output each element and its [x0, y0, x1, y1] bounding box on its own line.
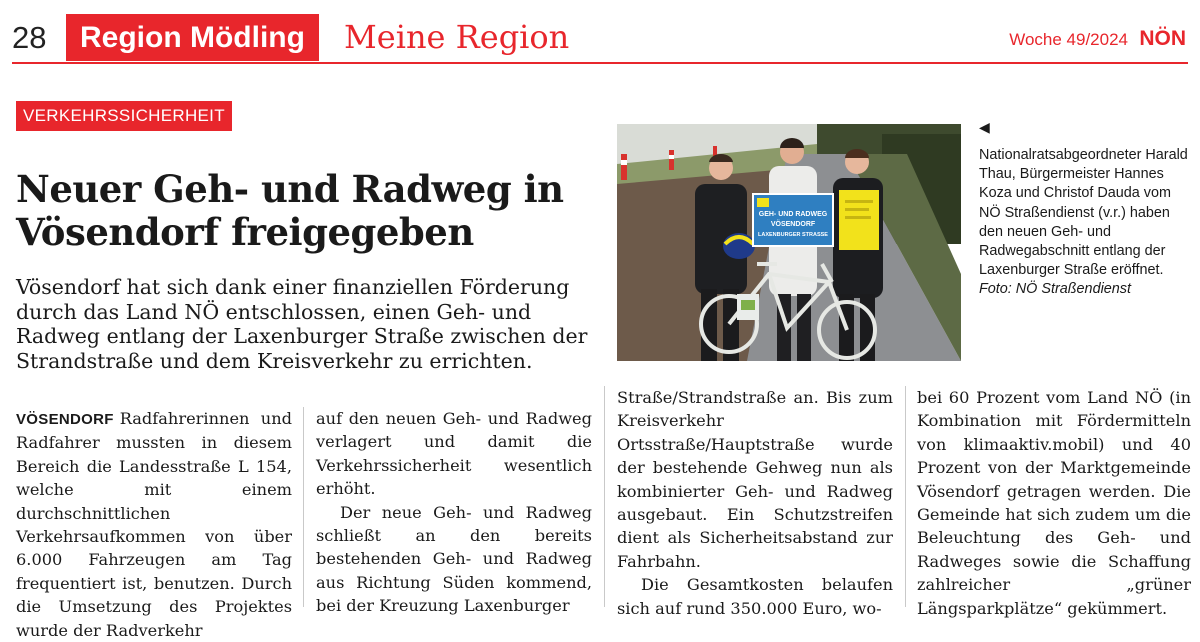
sign-line-1: GEH- UND RADWEG [758, 211, 828, 218]
page-number: 28 [12, 20, 47, 55]
column-3-paragraph-1: Straße/Strandstraße an. Bis zum Kreisverkehr Ortsstraße/Hauptstraße wurde der bestehende Gehweg nun als kombinierter Geh- und Radweg ausgebaut. Ein Schutzstreifen dient als Sicherheitsabstand zur Fahrbahn. [617, 388, 893, 571]
column-4-text: bei 60 Prozent vom Land NÖ (in Kombination mit Fördermitteln von klimaaktiv.mobil) und 40 Prozent von der Marktgemeinde Vösendorf getragen werden. Die Gemeinde hat sich zudem um die Beleuchtung des Geh- und Radweges sowie die Schaffung zahlreicher „grüner Längsparkplätze“ gekümmert. [917, 388, 1191, 618]
section-label: Region Mödling [66, 14, 319, 61]
caption-arrow-icon: ◀ [979, 120, 990, 136]
photo-credit: Foto: NÖ Straßendienst [979, 281, 1131, 298]
article-photo [617, 124, 961, 361]
column-2-paragraph-1: auf den neuen Geh- und Radweg verlagert und damit die Verkehrssicherheit wesentlich erhöht. [316, 409, 592, 499]
caption-text: Nationalratsabgeordneter Harald Thau, Bürgermeister Hannes Koza und Christof Dauda vom NÖ Straßendienst (v.r.) haben den neuen Geh- und Radwegabschnitt entlang der Laxenburger Straße eröffnet. [979, 147, 1188, 279]
article-lede: Vösendorf hat sich dank einer finanziellen Förderung durch das Land NÖ entschlossen, einen Geh- und Radweg entlang der Laxenburger Straße zwischen der Strandstraße und dem Kreisverkehr zu errichten. [16, 275, 588, 373]
article-column-3 [617, 386, 893, 618]
column-1-text: Radfahrerinnen und Radfahrer mussten in diesem Bereich die Landesstraße L 154, welche mit einem durchschnittlichen Verkehrsaufkommen von über 6.000 Fahrzeugen am Tag frequentiert ist, benutzen. Durch die Umsetzung des Projektes wurde der Radverkehr [16, 409, 292, 640]
column-divider [604, 386, 605, 607]
photo-illustration [617, 124, 961, 361]
column-divider [905, 386, 906, 607]
column-3-paragraph-2: Die Gesamtkosten belaufen sich auf rund 350.000 Euro, wo- [617, 575, 893, 618]
article-column-4 [917, 386, 1191, 618]
article-column-1 [16, 407, 292, 640]
subsection-label: Meine Region [344, 18, 570, 56]
sign-line-2: VÖSENDORF [770, 221, 816, 228]
article-column-2 [316, 407, 592, 616]
issue-week: Woche 49/2024 [1009, 30, 1128, 49]
header-divider [12, 62, 1188, 64]
article-kicker: VERKEHRSSICHERHEIT [16, 101, 232, 131]
brand-logo: NÖN [1139, 27, 1186, 50]
column-divider [303, 407, 304, 607]
article-dateline: VÖSENDORF [16, 411, 114, 428]
sign-line-3: LAXENBURGER STRASSE [758, 232, 828, 238]
article-headline: Neuer Geh- und Radweg in Vösendorf freigegeben [16, 167, 564, 254]
photo-caption [979, 146, 1189, 300]
column-2-paragraph-2: Der neue Geh- und Radweg schließt an den bereits bestehenden Geh- und Radweg aus Richtung Süden kommend, bei der Kreuzung Laxenburger [316, 502, 592, 616]
